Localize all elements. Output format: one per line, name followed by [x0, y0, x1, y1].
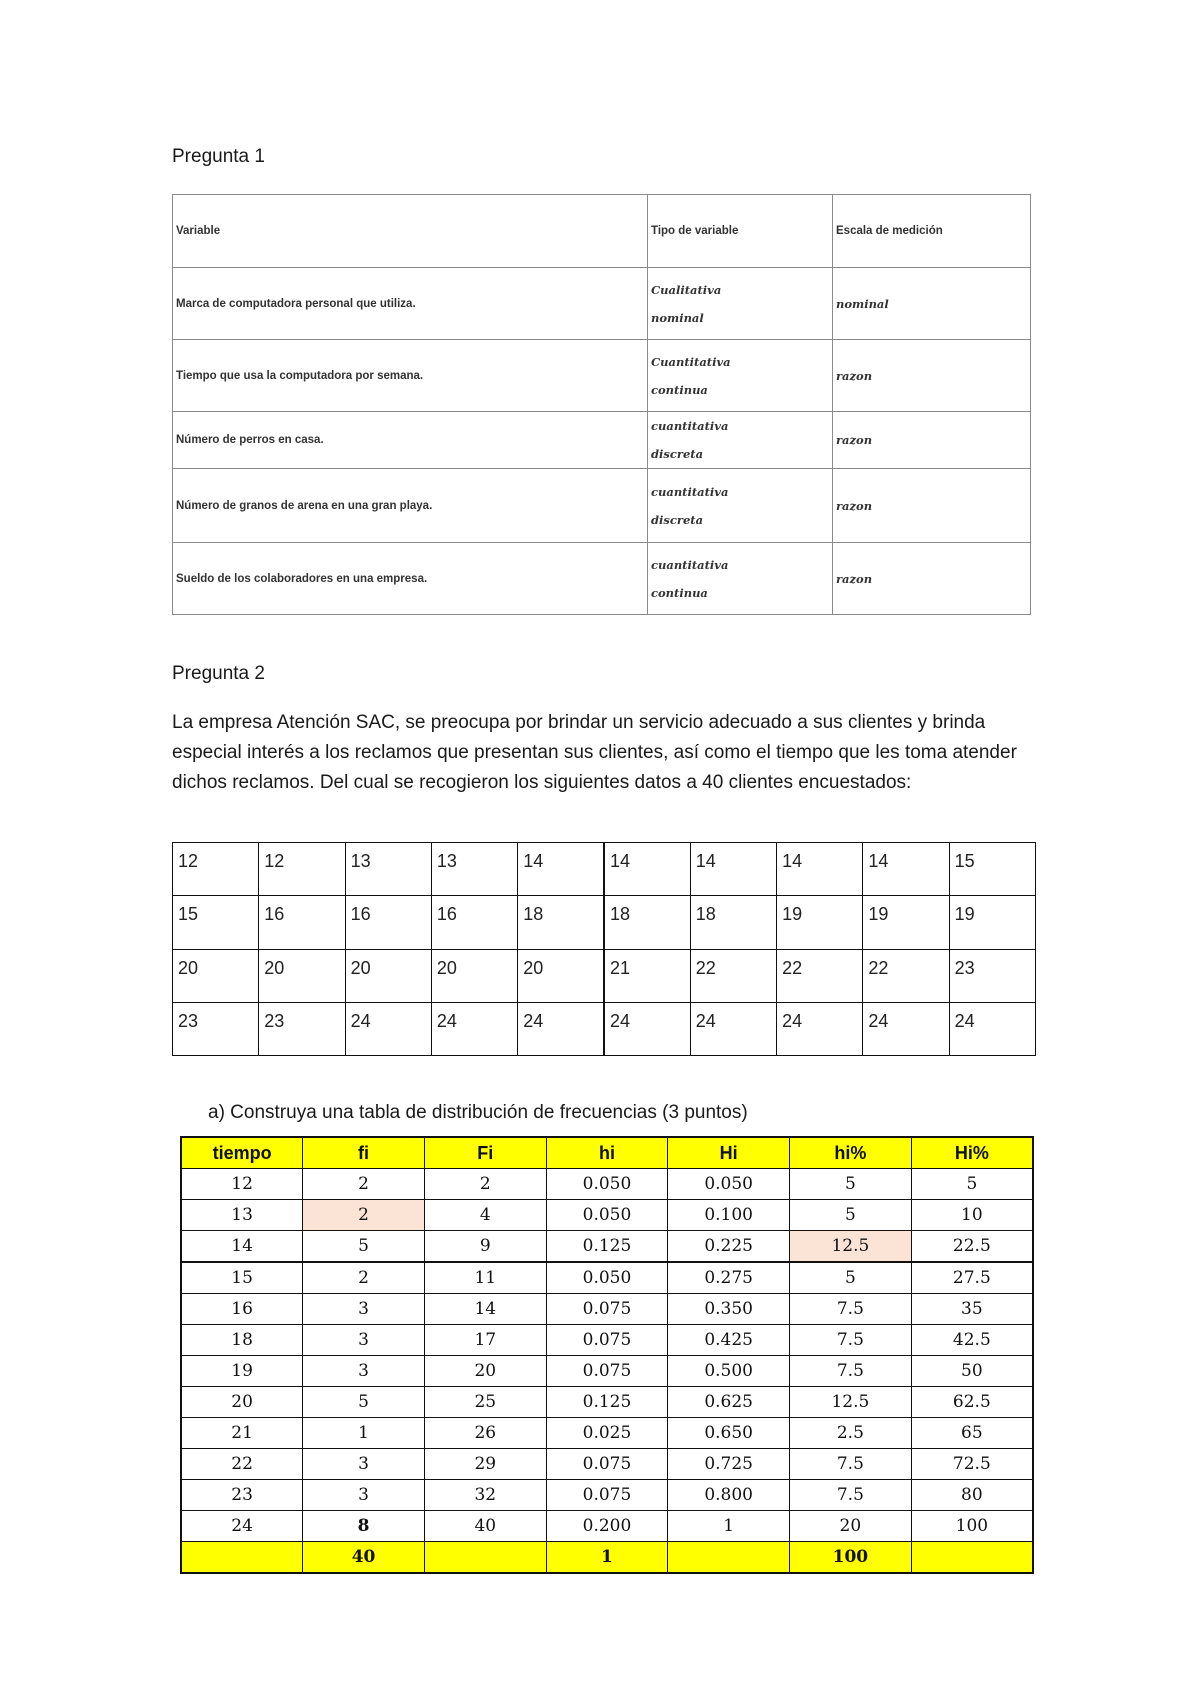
freq-cell: 0.650 [668, 1418, 790, 1449]
freq-row [181, 1387, 1033, 1418]
variable-cell: Marca de computadora personal que utiliza. [173, 268, 648, 340]
data-cell: 15 [173, 896, 259, 949]
freq-total-cell [181, 1542, 303, 1574]
escala-cell: razon [833, 412, 1031, 469]
freq-cell: 5 [303, 1231, 425, 1263]
freq-cell: 7.5 [790, 1449, 912, 1480]
data-cell: 20 [518, 949, 604, 1002]
variable-classification-table [172, 194, 1031, 615]
freq-cell: 0.125 [546, 1231, 668, 1263]
table-row [173, 412, 1031, 469]
freq-cell: 5 [790, 1169, 912, 1200]
freq-cell: 14 [181, 1231, 303, 1263]
freq-cell: 20 [790, 1511, 912, 1542]
tipo-cell [648, 543, 833, 615]
freq-header-0: tiempo [181, 1137, 303, 1169]
data-row [173, 843, 1036, 896]
freq-cell: 26 [424, 1418, 546, 1449]
freq-cell: 21 [181, 1418, 303, 1449]
escala-cell: razon [833, 543, 1031, 615]
freq-cell: 25 [424, 1387, 546, 1418]
data-cell: 12 [173, 843, 259, 896]
freq-header-2: Fi [424, 1137, 546, 1169]
data-row [173, 949, 1036, 1002]
freq-row [181, 1294, 1033, 1325]
freq-cell: 0.425 [668, 1325, 790, 1356]
survey-data-table [172, 842, 1036, 1056]
freq-cell: 0.025 [546, 1418, 668, 1449]
data-cell: 16 [431, 896, 517, 949]
freq-row [181, 1511, 1033, 1542]
pregunta-1-heading: Pregunta 1 [172, 146, 265, 167]
table-row [173, 268, 1031, 340]
data-cell: 18 [690, 896, 776, 949]
data-cell: 24 [863, 1002, 949, 1055]
freq-cell: 0.125 [546, 1387, 668, 1418]
data-cell: 19 [863, 896, 949, 949]
freq-cell: 5 [911, 1169, 1033, 1200]
data-cell: 23 [259, 1002, 345, 1055]
freq-cell: 40 [424, 1511, 546, 1542]
escala-cell: razon [833, 340, 1031, 412]
data-cell: 16 [259, 896, 345, 949]
freq-cell: 3 [303, 1449, 425, 1480]
freq-cell: 0.075 [546, 1325, 668, 1356]
freq-cell: 50 [911, 1356, 1033, 1387]
freq-cell: 24 [181, 1511, 303, 1542]
tipo-line-1: Cualitativa [651, 282, 722, 297]
tipo-line-1: cuantitativa [651, 419, 729, 433]
table-row [173, 543, 1031, 615]
freq-cell: 0.075 [546, 1449, 668, 1480]
freq-cell: 0.200 [546, 1511, 668, 1542]
freq-cell: 2 [303, 1169, 425, 1200]
freq-cell: 0.075 [546, 1294, 668, 1325]
freq-cell: 0.275 [668, 1262, 790, 1294]
freq-cell: 2 [303, 1200, 425, 1231]
freq-cell: 65 [911, 1418, 1033, 1449]
freq-cell: 3 [303, 1480, 425, 1511]
data-cell: 24 [777, 1002, 863, 1055]
escala-cell: razon [833, 469, 1031, 543]
freq-cell: 0.625 [668, 1387, 790, 1418]
data-cell: 24 [518, 1002, 604, 1055]
data-cell: 24 [345, 1002, 431, 1055]
freq-cell: 80 [911, 1480, 1033, 1511]
freq-cell: 5 [303, 1387, 425, 1418]
table-header-row [173, 195, 1031, 268]
tipo-line-2: continua [651, 382, 708, 397]
data-cell: 14 [863, 843, 949, 896]
freq-cell: 0.050 [668, 1169, 790, 1200]
data-cell: 23 [949, 949, 1035, 1002]
freq-cell: 0.100 [668, 1200, 790, 1231]
freq-cell: 0.800 [668, 1480, 790, 1511]
data-cell: 14 [518, 843, 604, 896]
tipo-cell [648, 469, 833, 543]
tipo-line-1: cuantitativa [651, 484, 729, 499]
freq-cell: 8 [303, 1511, 425, 1542]
freq-cell: 0.075 [546, 1356, 668, 1387]
freq-cell: 3 [303, 1294, 425, 1325]
data-cell: 12 [259, 843, 345, 896]
freq-row [181, 1418, 1033, 1449]
freq-cell: 27.5 [911, 1262, 1033, 1294]
freq-total-cell: 40 [303, 1542, 425, 1574]
freq-cell: 10 [911, 1200, 1033, 1231]
data-cell: 23 [173, 1002, 259, 1055]
freq-total-cell [911, 1542, 1033, 1574]
freq-cell: 4 [424, 1200, 546, 1231]
variable-cell: Número de perros en casa. [173, 412, 648, 469]
variable-cell: Número de granos de arena en una gran playa. [173, 469, 648, 543]
data-cell: 18 [518, 896, 604, 949]
freq-cell: 100 [911, 1511, 1033, 1542]
freq-header-6: Hi% [911, 1137, 1033, 1169]
header-tipo: Tipo de variable [648, 195, 833, 268]
freq-row [181, 1231, 1033, 1263]
variable-cell: Sueldo de los colaboradores en una empresa. [173, 543, 648, 615]
freq-header-1: fi [303, 1137, 425, 1169]
freq-row [181, 1356, 1033, 1387]
freq-row [181, 1325, 1033, 1356]
freq-cell: 0.500 [668, 1356, 790, 1387]
tipo-line-2: discreta [651, 512, 704, 527]
freq-cell: 3 [303, 1325, 425, 1356]
data-cell: 19 [777, 896, 863, 949]
data-cell: 24 [431, 1002, 517, 1055]
freq-cell: 11 [424, 1262, 546, 1294]
freq-cell: 12 [181, 1169, 303, 1200]
frequency-distribution-table [180, 1136, 1034, 1574]
freq-row [181, 1169, 1033, 1200]
tipo-cell [648, 412, 833, 469]
item-a-instruction: a) Construya una tabla de distribución de frecuencias (3 puntos) [208, 1102, 748, 1123]
freq-cell: 7.5 [790, 1294, 912, 1325]
freq-cell: 0.050 [546, 1169, 668, 1200]
data-cell: 14 [604, 843, 690, 896]
freq-cell: 19 [181, 1356, 303, 1387]
freq-cell: 2.5 [790, 1418, 912, 1449]
table-row [173, 469, 1031, 543]
freq-header-row [181, 1137, 1033, 1169]
variable-cell: Tiempo que usa la computadora por semana. [173, 340, 648, 412]
freq-header-4: Hi [668, 1137, 790, 1169]
freq-cell: 5 [790, 1262, 912, 1294]
data-cell: 21 [604, 949, 690, 1002]
freq-row [181, 1449, 1033, 1480]
freq-cell: 7.5 [790, 1356, 912, 1387]
freq-cell: 35 [911, 1294, 1033, 1325]
tipo-line-2: continua [651, 585, 708, 600]
table-row [173, 340, 1031, 412]
freq-cell: 1 [668, 1511, 790, 1542]
freq-cell: 15 [181, 1262, 303, 1294]
freq-cell: 20 [181, 1387, 303, 1418]
freq-cell: 72.5 [911, 1449, 1033, 1480]
data-cell: 18 [604, 896, 690, 949]
tipo-line-1: Cuantitativa [651, 354, 731, 369]
data-cell: 13 [345, 843, 431, 896]
data-cell: 24 [604, 1002, 690, 1055]
freq-row [181, 1262, 1033, 1294]
tipo-line-1: cuantitativa [651, 557, 729, 572]
escala-cell: nominal [833, 268, 1031, 340]
freq-header-5: hi% [790, 1137, 912, 1169]
freq-total-cell [668, 1542, 790, 1574]
freq-cell: 1 [303, 1418, 425, 1449]
freq-cell: 5 [790, 1200, 912, 1231]
freq-cell: 9 [424, 1231, 546, 1263]
freq-cell: 2 [424, 1169, 546, 1200]
header-variable: Variable [173, 195, 648, 268]
freq-cell: 7.5 [790, 1480, 912, 1511]
freq-cell: 29 [424, 1449, 546, 1480]
data-cell: 22 [863, 949, 949, 1002]
tipo-cell [648, 340, 833, 412]
freq-row [181, 1480, 1033, 1511]
tipo-line-2: discreta [651, 447, 704, 461]
freq-cell: 32 [424, 1480, 546, 1511]
freq-cell: 22.5 [911, 1231, 1033, 1263]
freq-cell: 2 [303, 1262, 425, 1294]
data-row [173, 896, 1036, 949]
data-cell: 14 [690, 843, 776, 896]
freq-cell: 23 [181, 1480, 303, 1511]
freq-cell: 7.5 [790, 1325, 912, 1356]
freq-cell: 22 [181, 1449, 303, 1480]
tipo-line-2: nominal [651, 310, 704, 325]
data-cell: 14 [777, 843, 863, 896]
freq-cell: 14 [424, 1294, 546, 1325]
data-cell: 19 [949, 896, 1035, 949]
data-row [173, 1002, 1036, 1055]
freq-cell: 13 [181, 1200, 303, 1231]
freq-total-cell: 1 [546, 1542, 668, 1574]
data-cell: 22 [690, 949, 776, 1002]
freq-cell: 12.5 [790, 1231, 912, 1263]
data-cell: 20 [345, 949, 431, 1002]
freq-cell: 20 [424, 1356, 546, 1387]
freq-cell: 12.5 [790, 1387, 912, 1418]
freq-cell: 0.725 [668, 1449, 790, 1480]
data-cell: 22 [777, 949, 863, 1002]
tipo-cell [648, 268, 833, 340]
data-cell: 24 [949, 1002, 1035, 1055]
freq-header-3: hi [546, 1137, 668, 1169]
freq-cell: 0.350 [668, 1294, 790, 1325]
pregunta-2-heading: Pregunta 2 [172, 663, 265, 684]
freq-cell: 3 [303, 1356, 425, 1387]
freq-cell: 0.225 [668, 1231, 790, 1263]
data-cell: 13 [431, 843, 517, 896]
data-cell: 20 [431, 949, 517, 1002]
freq-cell: 62.5 [911, 1387, 1033, 1418]
freq-row [181, 1200, 1033, 1231]
freq-total-cell: 100 [790, 1542, 912, 1574]
freq-cell: 18 [181, 1325, 303, 1356]
freq-total-row [181, 1542, 1033, 1574]
freq-cell: 16 [181, 1294, 303, 1325]
freq-cell: 42.5 [911, 1325, 1033, 1356]
header-escala: Escala de medición [833, 195, 1031, 268]
data-cell: 20 [259, 949, 345, 1002]
freq-cell: 0.075 [546, 1480, 668, 1511]
data-cell: 24 [690, 1002, 776, 1055]
freq-total-cell [424, 1542, 546, 1574]
data-cell: 15 [949, 843, 1035, 896]
data-cell: 16 [345, 896, 431, 949]
freq-cell: 0.050 [546, 1200, 668, 1231]
data-cell: 20 [173, 949, 259, 1002]
freq-cell: 17 [424, 1325, 546, 1356]
freq-cell: 0.050 [546, 1262, 668, 1294]
pregunta-2-statement: La empresa Atención SAC, se preocupa por brindar un servicio adecuado a sus clientes y brinda especial interés a los reclamos que presentan sus clientes, así como el tiempo que les toma atender dichos reclamos. Del cual se recogieron los siguientes datos a 40 clientes encuestados: [172, 712, 1017, 793]
